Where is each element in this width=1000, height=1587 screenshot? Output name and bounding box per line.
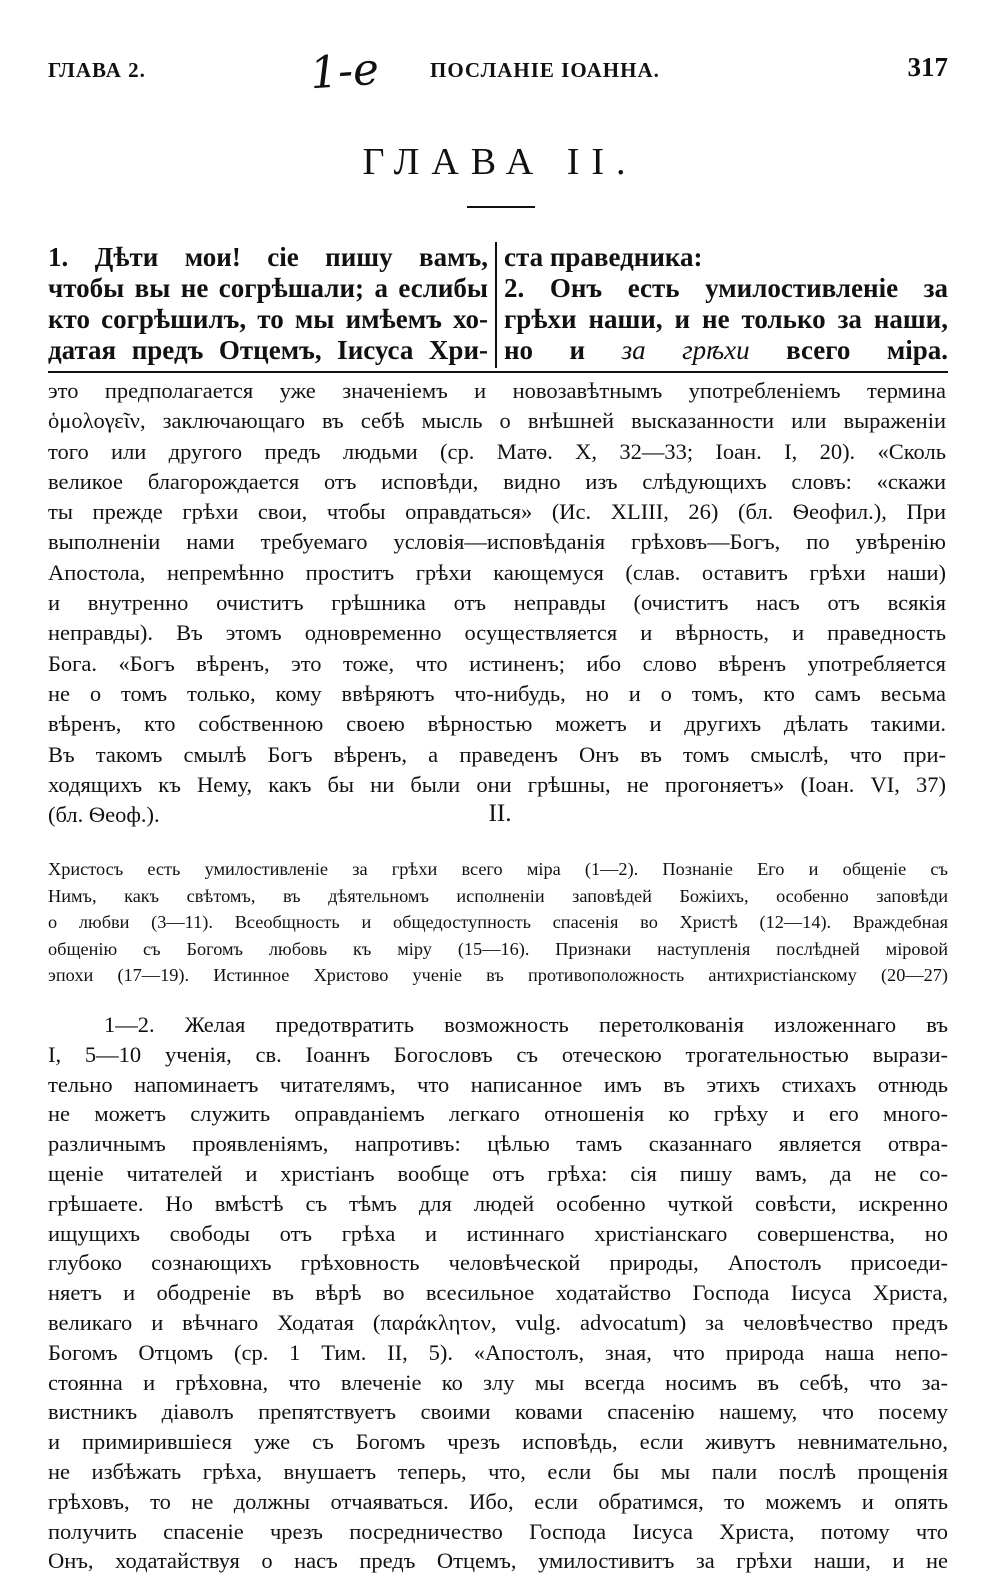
- text-line: и внутренно очиститъ грѣшника отъ неправды (очиститъ насъ отъ всякія: [48, 590, 946, 616]
- text-line: различнымъ проявленіямъ, напротивъ: цѣлью тамъ сказаннаго является отвра-: [48, 1131, 948, 1157]
- text-line: получить спасеніе чрезъ посредничество Господа Іисуса Христа, потому что: [48, 1518, 948, 1544]
- chapter-label: ГЛАВА 2.: [48, 58, 146, 82]
- verse-line: ста праведника:: [504, 242, 703, 272]
- text-line: великое благорождается отъ исповѣди, видно изъ слѣдующихъ словъ: «скажи: [48, 468, 946, 494]
- text-line: Апостола, непремѣнно проститъ грѣхи кающемуся (слав. оставитъ грѣхи наши): [48, 559, 946, 585]
- text-line: няетъ и ободреніе въ вѣрѣ во всесильное ходатайство Господа Іисуса Христа,: [48, 1280, 948, 1306]
- text-line: вистникъ діаволъ препятствуетъ своими ковами спасенію нашему, что посему: [48, 1399, 948, 1425]
- section-summary: [48, 856, 948, 989]
- text-line: и примирившіеся уже съ Богомъ чрезъ исповѣдь, если живутъ невнимательно,: [48, 1429, 948, 1455]
- text-line: грѣховъ, то не должны отчаяваться. Ибо, если обратимся, то можемъ и опять: [48, 1488, 948, 1514]
- verse-line: кто согрѣшилъ, то мы имѣемъ хо-: [48, 304, 488, 334]
- commentary-paragraph: [48, 376, 946, 830]
- column-divider: [495, 242, 497, 368]
- text-line: не о томъ только, кому ввѣряютъ что-нибудь, но и о томъ, кто самъ весьма: [48, 680, 946, 706]
- text-line: это предполагается уже значеніемъ и новозавѣтнымъ употребленіемъ термина: [48, 378, 946, 403]
- verse-line: грѣхи наши, и не только за наши,: [504, 304, 948, 334]
- text-line: ты прежде грѣхи свои, чтобы оправдаться» (Ис. XLIII, 26) (бл. Ѳеофил.), При: [48, 499, 946, 525]
- verse-line: чтобы вы не согрѣшали; а еслибы: [48, 273, 488, 303]
- text-line: I, 5—10 ученія, св. Іоаннъ Богословъ съ отеческою трогательностью вырази-: [48, 1041, 948, 1067]
- verse-line: 2. Онъ есть умилостивленіе за: [504, 273, 948, 303]
- text-line: Бога. «Богъ вѣренъ, это тоже, что истиненъ; ибо слово вѣренъ употребляется: [48, 650, 946, 676]
- text-line: выполненіи нами требуемаго условія—исповѣданія грѣховъ—Богъ, по увѣренію: [48, 529, 946, 555]
- text-line: грѣшаете. Но вмѣстѣ съ тѣмъ для людей особенно чуткой совѣсти, искренно: [48, 1190, 948, 1216]
- text-line: о любви (3—11). Всеобщность и общедоступность спасенія во Христѣ (12—14). Враждебная: [48, 912, 948, 932]
- text-line: ὁμολογεῖν, заключающаго въ себѣ мысль о внѣшней высказанности или выраженіи: [48, 408, 946, 434]
- verse-rule: [48, 371, 948, 373]
- text-line: (бл. Ѳеоф.).: [48, 802, 160, 828]
- text-line: Въ такомъ смылѣ Богъ вѣренъ, а праведенъ Онъ въ томъ смыслѣ, что при-: [48, 741, 946, 767]
- text-line: щеніе читателей и христіанъ вообще отъ грѣха: сія пишу вамъ, да не со-: [48, 1160, 948, 1186]
- text-line: Онъ, ходатайствуя о насъ предъ Отцемъ, умилостивитъ за грѣхи наши, и не: [48, 1548, 948, 1574]
- section-numeral: II.: [488, 800, 512, 827]
- text-line: глубоко сознающихъ грѣховность человѣческой природы, Апостолъ присоеди-: [48, 1250, 948, 1276]
- verse-line: 1. Дѣти мои! сіе пишу вамъ,: [48, 242, 488, 272]
- text-line: не можетъ служить оправданіемъ легкаго отношенія ко грѣху и его много-: [48, 1101, 948, 1127]
- chapter-title: ГЛАВА II.: [362, 141, 638, 183]
- text-line: общенію съ Богомъ любовь къ міру (15—16). Признаки наступленія послѣдней міровой: [48, 938, 948, 959]
- verse-italic-text: за грѣхи: [621, 335, 750, 365]
- text-line: стоянна и грѣховна, что влеченіе ко злу мы всегда носимъ въ себѣ, что за-: [48, 1369, 948, 1395]
- text-line: того или другого предъ людьми (ср. Матѳ. X, 32—33; Іоан. I, 20). «Сколь: [48, 438, 946, 464]
- text-line: неправды). Въ этомъ одновременно осуществляется и вѣрность, и праведность: [48, 620, 946, 646]
- title-rule: [467, 206, 535, 208]
- scripture-verses: [48, 242, 948, 368]
- discussion-paragraph: [48, 1010, 948, 1576]
- book-title: ПОСЛАНІЕ ІОАННА.: [430, 58, 660, 82]
- text-line: Христосъ есть умилостивленіе за грѣхи всего міра (1—2). Познаніе Его и общеніе съ: [48, 859, 948, 879]
- verse-column-left: [48, 242, 488, 366]
- running-header: [48, 43, 948, 100]
- text-line: не избѣжать грѣха, внушаетъ теперь, что, если бы мы пали послѣ прощенія: [48, 1458, 948, 1484]
- text-line: великаго и вѣчнаго Ходатая (παράκλητον, vulg. advocatum) за человѣчество предъ: [48, 1309, 948, 1335]
- text-line: Богомъ Отцомъ (ср. 1 Тим. II, 5). «Апостолъ, зная, что природа наша непо-: [48, 1339, 948, 1365]
- text-line: Нимъ, какъ свѣтомъ, въ дѣятельномъ исполненіи заповѣдей Божіихъ, особенно заповѣди: [48, 885, 948, 906]
- page-number: 317: [907, 52, 948, 82]
- text-line: ищущихъ свободы отъ грѣха и истиннаго христіанскаго совершенства, но: [48, 1220, 948, 1246]
- text-line: вѣренъ, кто собственною своею вѣрностью можетъ и другихъ дѣлать такими.: [48, 711, 946, 737]
- verse-text: всего міра.: [786, 335, 948, 365]
- text-line: эпохи (17—19). Истинное Христово ученіе въ противоположность антихристіанскому (20—27): [48, 965, 948, 985]
- handwritten-annotation: 1-е: [308, 43, 381, 100]
- text-line: 1—2. Желая предотвратить возможность перетолкованія изложеннаго въ: [104, 1012, 948, 1037]
- verse-column-right: [504, 242, 948, 366]
- verse-line: [504, 335, 948, 366]
- verse-text: но и: [504, 335, 586, 365]
- text-line: ходящихъ къ Нему, какъ бы ни были они грѣшны, не прогоняетъ» (Іоан. VI, 37): [48, 771, 946, 797]
- text-line: тельно напоминаетъ читателямъ, что написанное имъ въ этихъ стихахъ отнюдь: [48, 1071, 948, 1097]
- verse-line: датая предъ Отцемъ, Іисуса Хри-: [48, 335, 488, 365]
